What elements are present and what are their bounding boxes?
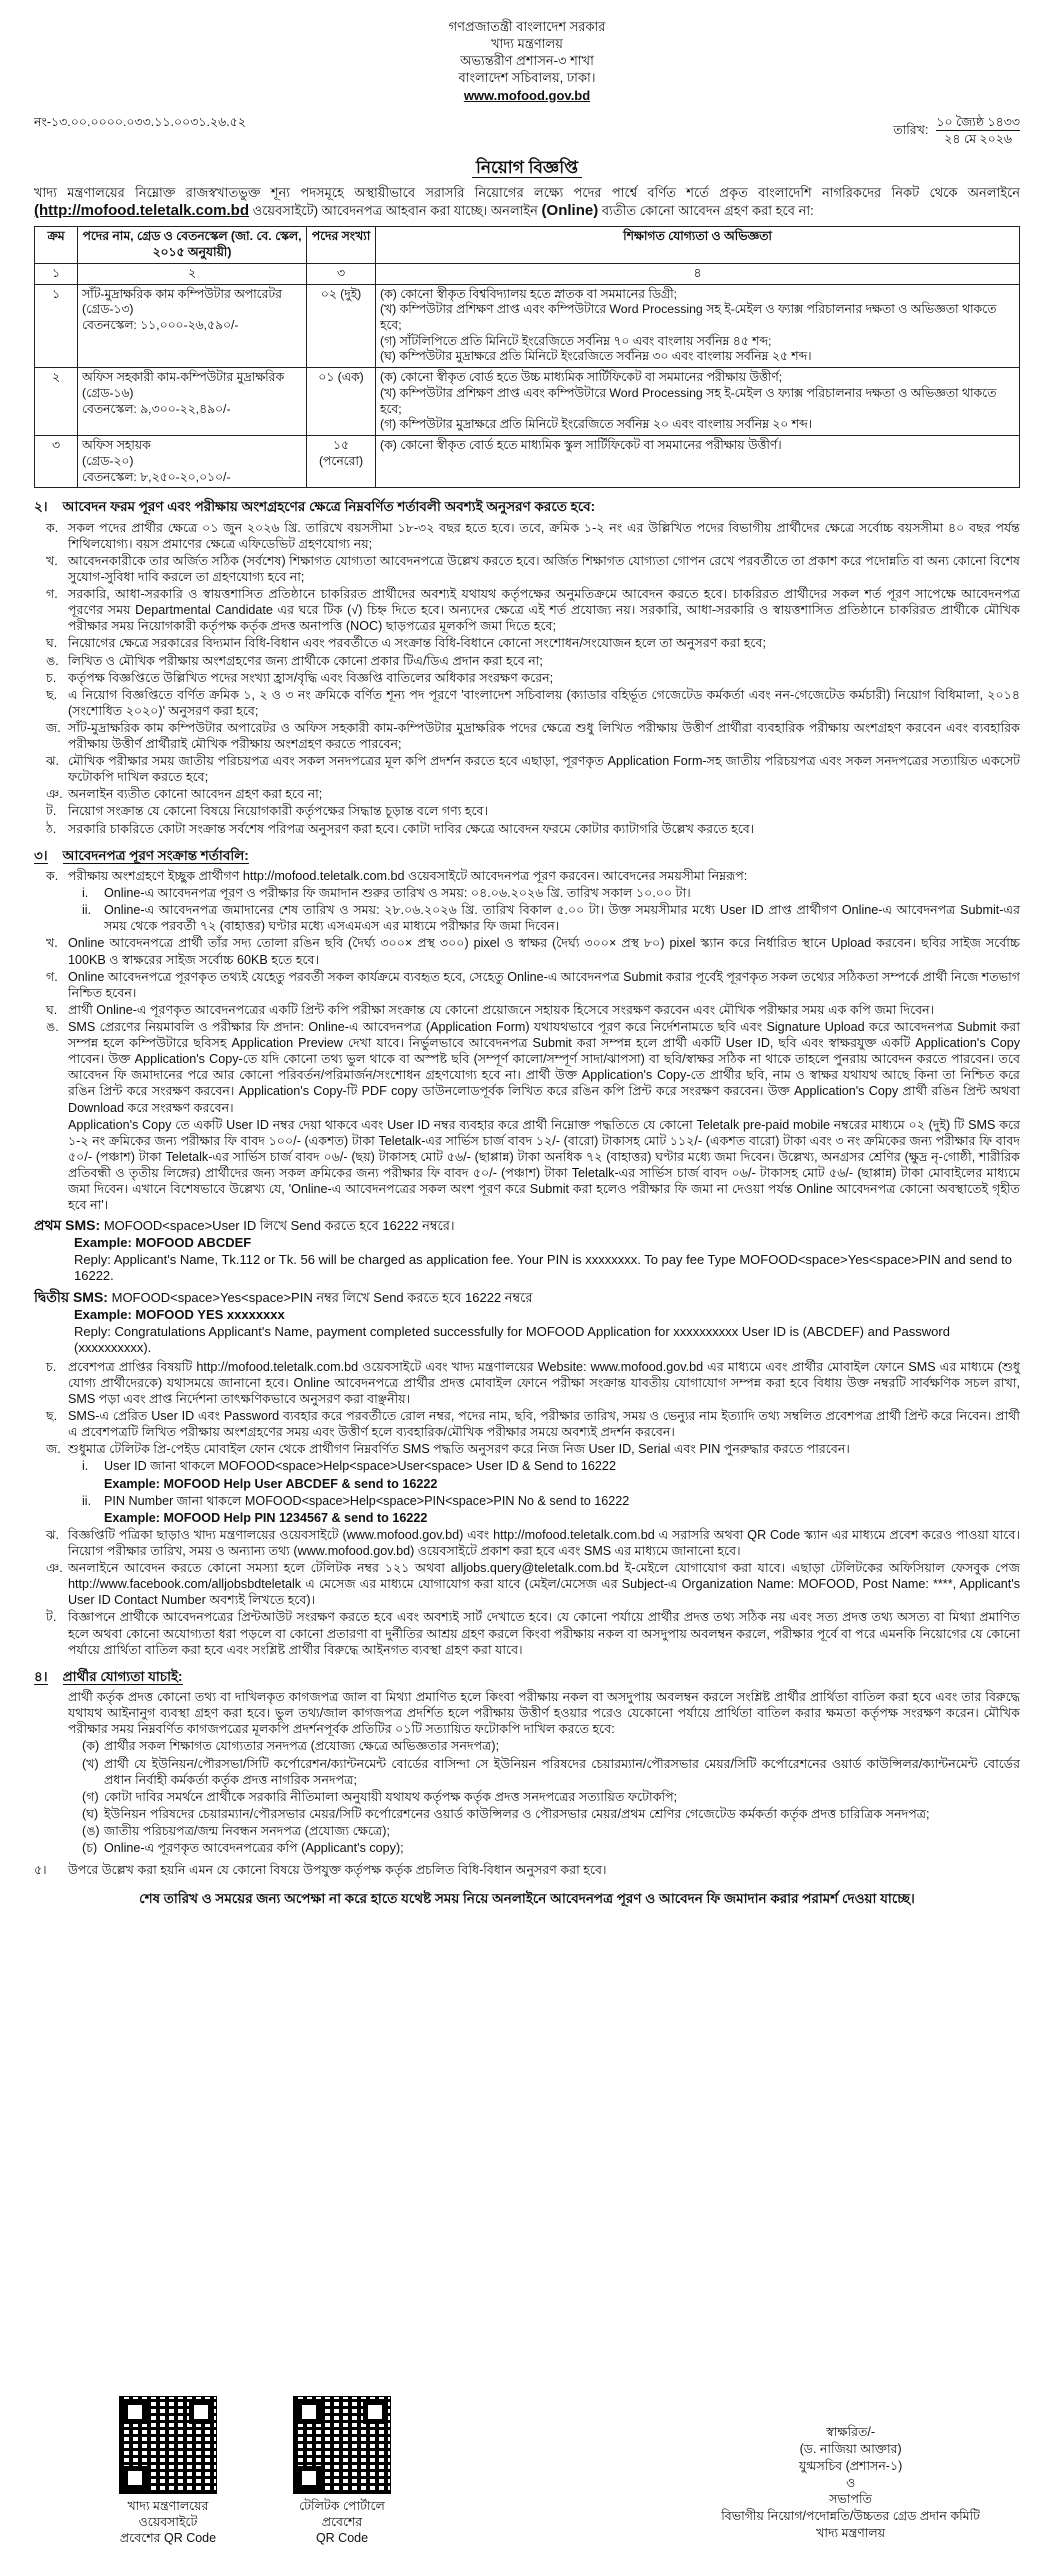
- item-text: সাঁট-মুদ্রাক্ষরিক কাম কম্পিউটার অপারেটর ও অফিস সহকারী কাম-কম্পিউটার মুদ্রাক্ষরিক পদের ক্ষেত্রে শুধু লিখিত পরীক্ষায় উত্তীর্ণ প্রার্থীরা ব্যবহারিক পরীক্ষায় অংশগ্রহণ করবেন এবং ব্যবহারিক পরীক্ষায় উত্তীর্ণ প্রার্থীরাই মৌখিক পরীক্ষায় অংশগ্রহণ করতে পারবেন;: [68, 720, 1020, 752]
- item-text: শুধুমাত্র টেলিটক প্রি-পেইড মোবাইল ফোন থেকে প্রার্থীগণ নিম্নবর্ণিত SMS পদ্ধতি অনুসরণ করে নিজ নিজ User ID, Serial এবং PIN পুনরুদ্ধার করতে পারবেন।: [68, 1442, 850, 1457]
- item-marker: (গ): [82, 1789, 99, 1804]
- item-marker: ঞ.: [46, 1561, 63, 1576]
- second-sms-command: MOFOOD<space>Yes<space>PIN নম্বর লিখে Send করতে হবে 16222 নম্বরে: [111, 1290, 533, 1306]
- list-item: [34, 821, 1020, 837]
- second-sms-label: দ্বিতীয় SMS:: [34, 1289, 108, 1306]
- item-text: সরকারি চাকরিতে কোটা সংক্রান্ত সর্বশেষ পরিপত্র অনুসরণ করা হবে। কোটা দাবির ক্ষেত্রে আবেদন ফরমে কোটার ক্যাটাগরি উল্লেখ করতে হবে।: [68, 821, 755, 836]
- list-item: [34, 1117, 1020, 1214]
- item-text: সরকারি, আধা-সরকারি ও স্বায়ত্তশাসিত প্রতিষ্ঠানে চাকরিরত প্রার্থীদের অবশ্যই যথাযথ কর্তৃপক্ষের অনুমতিক্রমে আবেদন করতে হবে। চাকরিরত প্রার্থীদের সকল শর্ত পূরণ সাপেক্ষে আবেদনপত্র পূরণের সময় Departmental Candidate এর ঘরে টিক (√) চিহ্ন দিতে হবে। অন্যদের ক্ষেত্রে এই শর্ত প্রযোজ্য নয়। সরকারি, আধা-সরকারি ও স্বায়ত্তশাসিত প্রতিষ্ঠানে চাকরিরত প্রার্থীকে মৌখিক পরীক্ষার সময় নিয়োগকারী কর্তৃপক্ষ কর্তৃক প্রদত্ত অনাপত্তি (NOC) ছাড়পত্রের মূলকপি জমা দিতে হবে;: [68, 587, 1020, 634]
- item-marker: ক.: [46, 520, 59, 535]
- post-post: সাঁট-মুদ্রাক্ষরিক কাম কম্পিউটার অপারেটর: [82, 286, 282, 301]
- table-row: [35, 284, 1020, 368]
- item-text: এ নিয়োগ বিজ্ঞপ্তিতে বর্ণিত ক্রমিক ১, ২ ও ৩ নং ক্রমিকে বর্ণিত শূন্য পদ পূরণে 'বাংলাদেশ সচিবালয় (ক্যাডার বহির্ভূত গেজেটেড কর্মকর্তা এবং নন-গেজেটেড কর্মচারী) নিয়োগ বিধিমালা, ২০১৪ (সংশোধিত ২০২০)' অনুসরণ করা হবে;: [68, 687, 1020, 718]
- item-marker: জ.: [46, 1442, 61, 1457]
- item-text: Online-এ আবেদনপত্র জমাদানের শেষ তারিখ ও সময়: ২৮.০৬.২০২৬ খ্রি. তারিখ বিকাল ৫.০০ টা। উক্ত সময়সীমার মধ্যে User ID প্রাপ্ত প্রার্থীগণ Online-এ আবেদনপত্র Submit-এর সময় থেকে পরবর্তী ৭২ (বাহাত্তর) ঘণ্টার মধ্যে এসএমএস এর মাধ্যমে পরীক্ষার ফি জমা দিবেন।: [104, 903, 1020, 934]
- ministry-footer: খাদ্য মন্ত্রণালয়: [816, 2526, 886, 2541]
- first-sms-reply: Reply: Applicant's Name, Tk.112 or Tk. 56 will be charged as application fee. Your PIN is xxxxxxxx. To pay fee Type MOFOOD<space>Yes<space>PIN and send to 16222.: [74, 1251, 1013, 1284]
- list-item: [34, 1002, 1020, 1018]
- first-sms-label: প্রথম SMS:: [34, 1217, 101, 1234]
- table-header-row: [35, 227, 1020, 263]
- date-english: ২৪ মে ২০২৬: [944, 131, 1013, 146]
- item-text: সকল পদের প্রার্থীর ক্ষেত্রে ০১ জুন ২০২৬ খ্রি. তারিখে বয়সসীমা ১৮-৩২ বছর হতে হবে। তবে, ক্রমিক ১-২ নং এর উল্লিখিত পদের বিভাগীয় প্রার্থীদের ক্ষেত্রে সর্বোচ্চ বয়সসীমা ৪০ বছর পর্যন্ত শিথিলযোগ্য। বয়স প্রমাণের ক্ষেত্রে এফিডেভিট গ্রহণযোগ্য নয়;: [68, 520, 1020, 551]
- item-text: অনলাইন ব্যতীত কোনো আবেদন গ্রহণ করা হবে না;: [68, 787, 323, 802]
- date-bangla: ১০ জ্যৈষ্ঠ ১৪৩৩: [936, 114, 1020, 129]
- post-grade: (গ্রেড-১৩): [82, 302, 134, 317]
- section-3-final-conditions: [34, 1527, 1020, 1658]
- govt-name: গণপ্রজাতন্ত্রী বাংলাদেশ সরকার: [448, 19, 606, 34]
- cell-qualification: [376, 368, 1020, 436]
- item-marker: খ.: [46, 553, 58, 568]
- memo-number: নং-১৩.০০.০০০০.০৩৩.১১.০০৩১.২৬.৫২: [34, 114, 246, 129]
- col-qualification: শিক্ষাগত যোগ্যতা ও অভিজ্ঞতা: [376, 227, 1020, 263]
- list-item: [34, 885, 1020, 901]
- list-item: [34, 1609, 1020, 1657]
- signatory-designation: যুগ্মসচিব (প্রশাসন-১): [798, 2458, 903, 2473]
- help-example: Example: MOFOOD Help User ABCDEF & send to 16222: [104, 1476, 438, 1491]
- item-text: Online-এ পূরণকৃত আবেদনপত্রের কপি (Applicant's copy);: [104, 1841, 404, 1856]
- second-sms-reply: Reply: Congratulations Applicant's Name, payment completed successfully for MOFOOD Application for xxxxxxxxxx User ID is (ABCDEF) and Password (xxxxxxxxxx).: [74, 1323, 950, 1356]
- item-marker: ii.: [82, 903, 92, 918]
- item-text: Online-এ আবেদনপত্র পূরণ ও পরীক্ষার ফি জমাদান শুরুর তারিখ ও সময়: ০৪.০৬.২০২৬ খ্রি. তারিখ সকাল ১০.০০ টা।: [104, 886, 691, 901]
- first-sms-block: [34, 1217, 1020, 1285]
- item-marker: ঞ.: [46, 787, 63, 802]
- committee-name: বিভাগীয় নিয়োগ/পদোন্নতি/উচ্চতর গ্রেড প্রদান কমিটি: [721, 2509, 980, 2524]
- list-item: [34, 1359, 1020, 1407]
- item-text: বিজ্ঞপ্তিটি পত্রিকা ছাড়াও খাদ্য মন্ত্রণালয়ের ওয়েবসাইটে (www.mofood.gov.bd) এবং http://mofood.teletalk.com.bd এ সরাসরি অথবা QR Code স্ক্যান এর মাধ্যমে প্রবেশ করেও পাওয়া যাবে। নিয়োগ পরীক্ষার তারিখ, সময় ও অন্যান্য তথ্য (www.mofood.gov.bd) ওয়েবসাইটে প্রকাশ করা হবে এবং SMS এর মাধ্যমে জানানো হবে।: [68, 1527, 1020, 1559]
- qr-teletalk: টেলিটক পোর্টালে প্রবেশের QR Code: [278, 2396, 406, 2546]
- item-text: PIN Number জানা থাকলে MOFOOD<space>Help<space>PIN<space>PIN No & send to 16222: [104, 1493, 630, 1508]
- list-item: [34, 902, 1020, 934]
- second-sms-example: Example: MOFOOD YES xxxxxxxx: [74, 1306, 285, 1322]
- ministry-name: খাদ্য মন্ত্রণালয়: [491, 36, 563, 52]
- item-text: কর্তৃপক্ষ বিজ্ঞপ্তিতে উল্লিখিত পদের সংখ্যা হ্রাস/বৃদ্ধি এবং বিজ্ঞপ্তি বাতিলের অধিকার সংরক্ষণ করেন;: [68, 670, 554, 685]
- item-marker: ঝ.: [46, 1527, 60, 1542]
- item-marker: i.: [82, 886, 89, 901]
- ministry-website-link[interactable]: www.mofood.gov.bd: [463, 87, 591, 103]
- posts-table-body: [35, 284, 1020, 488]
- list-item: [34, 1408, 1020, 1440]
- list-item: [34, 1458, 1020, 1474]
- qualification-line: (ক) কোনো স্বীকৃত বোর্ড হতে উচ্চ মাধ্যমিক সার্টিফিকেট বা সমমানের পরীক্ষায় উত্তীর্ণ;: [380, 370, 783, 385]
- item-marker: জ.: [46, 720, 61, 735]
- date-label: তারিখ:: [893, 123, 929, 138]
- item-text: Online আবেদনপত্রে পূরণকৃত তথ্যই যেহেতু পরবর্তী সকল কার্যক্রমে ব্যবহৃত হবে, সেহেতু Online-এ আবেদনপত্র Submit করার পূর্বেই পূরণকৃত সকল তথ্যের সঠিকতা সম্পর্কে প্রার্থী নিজে শতভাগ নিশ্চিত হবেন।: [68, 969, 1020, 1000]
- cell-post: [78, 436, 307, 488]
- list-item: [34, 1493, 1020, 1509]
- list-item: [34, 635, 1020, 651]
- list-item: [34, 803, 1020, 819]
- item-marker: (ঘ): [82, 1806, 99, 1821]
- cell-count: ০২ (দুই): [307, 284, 376, 368]
- item-text: জাতীয় পরিচয়পত্র/জন্ম নিবন্ধন সনদপত্র (প্রযোজ্য ক্ষেত্রে);: [104, 1823, 390, 1838]
- help-example-row: [34, 1476, 1020, 1492]
- cell-serial: ১: [35, 284, 78, 368]
- item-text: অনলাইনে আবেদন করতে কোনো সমস্যা হলে টেলিটক নম্বর ১২১ অথবা alljobs.query@teletalk.com.bd ই-মেইলে যোগাযোগ করা যাবে। এছাড়া টেলিটকের অফিসিয়াল ফেসবুক পেজ http://www.facebook.com/alljobsbdteletalk এ মেসেজ এর মাধ্যমে যোগাযোগ করা যাবে (মেইল/মেসেজ এর Subject-এ Organization Name: MOFOOD, Post Name: ****, Applicant's User ID Contact Number অবশ্যই লিখতে হবে)।: [68, 1561, 1020, 1608]
- list-item: [34, 1756, 1020, 1788]
- page-title: নিয়োগ বিজ্ঞপ্তি: [34, 157, 1020, 179]
- qr-ministry: খাদ্য মন্ত্রণালয়ের ওয়েবসাইটে প্রবেশের QR Code: [104, 2396, 232, 2546]
- list-item: [34, 1789, 1020, 1805]
- list-item: [34, 1823, 1020, 1839]
- item-marker: [34, 1117, 68, 1214]
- item-marker: (খ): [82, 1756, 99, 1771]
- section-4-title: ৪। প্রার্থীর যোগ্যতা যাচাই:: [34, 1668, 183, 1684]
- list-item: [34, 1527, 1020, 1559]
- cell-qualification: [376, 436, 1020, 488]
- section-2-conditions: [34, 520, 1020, 837]
- list-item: [34, 687, 1020, 719]
- branch-name: অভ্যন্তরীণ প্রশাসন-৩ শাখা: [460, 53, 594, 69]
- item-marker: ঠ.: [46, 821, 57, 836]
- item-text: Online আবেদনপত্রে প্রার্থী তাঁর সদ্য তোলা রঙিন ছবি (দৈর্ঘ্য ৩০০× প্রস্থ ৩০০) pixel ও স্বাক্ষর (দৈর্ঘ্য ৩০০× প্রস্থ ৮০) pixel স্ক্যান করে নির্ধারিত স্থানে Upload করবেন। ছবির সাইজ সর্বোচ্চ 100KB ও স্বাক্ষরের সাইজ সর্বোচ্চ 60KB হতে হবে।: [68, 936, 1020, 967]
- footer: [34, 2396, 1020, 2546]
- letterhead: [34, 18, 1020, 104]
- post-scale: বেতনস্কেল: ৮,২৫০-২০,০১০/-: [82, 469, 231, 484]
- section-5: ৫। উপরে উল্লেখ করা হয়নি এমন যে কোনো বিষয়ে উপযুক্ত কর্তৃপক্ষ কর্তৃক প্রচলিত বিধি-বিধান অনুসরণ করা হবে।: [34, 1863, 607, 1878]
- signed-label: স্বাক্ষরিত/-: [826, 2424, 876, 2439]
- qualification-line: (ক) কোনো স্বীকৃত বিশ্ববিদ্যালয় হতে স্নাতক বা সমমানের ডিগ্রী;: [380, 286, 678, 301]
- post-scale: বেতনস্কেল: ১১,০০০-২৬,৫৯০/-: [82, 318, 239, 333]
- sms-help-commands: [34, 1458, 1020, 1525]
- item-text: নিয়োগের ক্ষেত্রে সরকারের বিদ্যমান বিধি-বিধান এবং পরবর্তীতে এ সংক্রান্ত বিধি-বিধানে কোনো সংশোধন/সংযোজন হলে তা অনুসরণ করা হবে;: [68, 636, 766, 651]
- cell-post: [78, 284, 307, 368]
- table-row: [35, 436, 1020, 488]
- list-item: [34, 786, 1020, 802]
- item-text: লিখিত ও মৌখিক পরীক্ষায় অংশগ্রহণের জন্য প্রার্থীকে কোনো প্রকার টিএ/ডিএ প্রদান করা হবে না;: [68, 653, 543, 668]
- item-marker: গ.: [46, 587, 58, 602]
- item-text: SMS প্রেরণের নিয়মাবলি ও পরীক্ষার ফি প্রদান: Online-এ আবেদনপত্র (Application Form) যথাযথভাবে পূরণ করে নির্দেশনামতে ছবি এবং Signature Upload করে আবেদনপত্র Submit করা সম্পন্ন হলে কম্পিউটারে ছবিসহ Application Preview দেখা যাবে। নির্ভুলভাবে আবেদনপত্র Submit করা সম্পন্ন হলে প্রার্থী একটি User ID, ছবি এবং স্বাক্ষরযুক্ত একটি Application's Copy পাবেন। উক্ত Application's Copy-তে যদি কোনো তথ্য ভুল থাকে বা অস্পষ্ট ছবি (সম্পূর্ণ কালো/সম্পূর্ণ সাদা/ঝাপসা) বা ছবি/স্বাক্ষর সঠিক না থাকে তাহলে পুনরায় আবেদন করতে পারবেন। তবে আবেদন ফি জমাদানের পরে আর কোনো পরিবর্তন/পরিমার্জন/সংশোধন গ্রহণযোগ্য হবে না। প্রার্থী উক্ত Application's Copy-তে প্রার্থীর ছবি, নাম ও স্বাক্ষর যথাযথ আছে কিনা তা নিশ্চিত করে রঙিন প্রিন্ট করে সংরক্ষণ করবেন। Application's Copy-টি PDF copy ডাউনলোডপূর্বক লিখিত করে রঙিন কপি প্রিন্ট করে সংরক্ষণ করবেন। উক্ত Application's Copy প্রার্থী রঙিন প্রিন্ট অথবা Download করে সংরক্ষণ করবেন।: [68, 1019, 1020, 1115]
- cell-serial: ৩: [35, 436, 78, 488]
- post-scale: বেতনস্কেল: ৯,৩০০-২২,৪৯০/-: [82, 401, 231, 416]
- section-2-title: ২। আবেদন ফরম পূরণ এবং পরীক্ষায় অংশগ্রহণের ক্ষেত্রে নিম্নবর্ণিত শর্তাবলী অবশ্যই অনুসরণ করতে হবে:: [34, 499, 596, 515]
- list-item: [34, 553, 1020, 585]
- table-number-row: ১ ২ ৩ ৪: [35, 263, 1020, 284]
- list-item: [34, 586, 1020, 634]
- qr-code-icon[interactable]: [119, 2396, 217, 2494]
- item-text: Application's Copy তে একটি User ID নম্বর দেয়া থাকবে এবং User ID নম্বর ব্যবহার করে প্রার্থী নিম্নোক্ত পদ্ধতিতে যে কোনো Teletalk pre-paid mobile নম্বরের মাধ্যমে ০২ (দুই) টি SMS করে ১-২ নং ক্রমিকের জন্য পরীক্ষার ফি বাবদ ১০০/- (একশত) টাকা Teletalk-এর সার্ভিস চার্জ বাবদ ১২/- (বারো) টাকাসহ মোট ১১২/- (একশত বারো) টাকা এবং ৩ নং ক্রমিকের জন্য পরীক্ষার ফি বাবদ ৫০/- (পঞ্চাশ) টাকা Teletalk-এর সার্ভিস চার্জ বাবদ ০৬/- (ছয়) টাকাসহ মোট ৫৬/- (ছাপ্পান্ন) টাকা অনধিক ৭২ (বাহাত্তর) ঘণ্টার মধ্যে জমা দিবেন। উল্লেখ্য, অনগ্রসর শ্রেণির (ক্ষুদ্র নৃ-গোষ্ঠী, শারীরিক প্রতিবন্ধী ও তৃতীয় লিঙ্গের) প্রার্থীদের জন্য সকল ক্রমিকের জন্য পরীক্ষার ফি বাবদ ৫০/- (পঞ্চাশ) টাকা Teletalk-এর সার্ভিস চার্জ বাবদ ০৬/- টাকাসহ মোট ৫৬/- (ছাপ্পান্ন) টাকা মোবাইলের মাধ্যমে জমা দিবেন। এখানে বিশেষভাবে উল্লেখ্য যে, 'Online-এ আবেদনপত্রের সকল অংশ পূরণ করে Submit করা হলেও পরীক্ষার ফি জমা না দেওয়া পর্যন্ত Online আবেদনপত্র কোনো অবস্থাতেই গৃহীত হবে না'।: [68, 1117, 1020, 1213]
- list-item: [34, 1840, 1020, 1856]
- item-marker: ছ.: [46, 1409, 58, 1424]
- memo-date: [936, 114, 1020, 147]
- qr-code-icon[interactable]: [293, 2396, 391, 2494]
- item-marker: ii.: [82, 1493, 92, 1508]
- list-item: [34, 753, 1020, 785]
- item-marker: চ.: [46, 1359, 57, 1374]
- cell-qualification: [376, 284, 1020, 368]
- list-item: [34, 1560, 1020, 1608]
- application-site-link[interactable]: (http://mofood.teletalk.com.bd: [34, 202, 249, 220]
- item-text: আবেদনকারীকে তার অর্জিত সঠিক (সর্বশেষ) শিক্ষাগত যোগ্যতা আবেদনপত্রে উল্লেখ করতে হবে। অর্জিত শিক্ষাগত যোগ্যতা গোপন রেখে পরবর্তীতে তা প্রকাশ করে পদোন্নতি বা অন্য কোনো বিশেষ সুযোগ-সুবিধা দাবি করলে তা গ্রহণযোগ্য হবে না;: [68, 553, 1020, 584]
- item-marker: গ.: [46, 969, 58, 984]
- item-text: নিয়োগ সংক্রান্ত যে কোনো বিষয়ে নিয়োগকারী কর্তৃপক্ষের সিদ্ধান্ত চূড়ান্ত বলে গণ্য হবে।: [68, 804, 489, 819]
- posts-table: [34, 226, 1020, 488]
- cell-serial: ২: [35, 368, 78, 436]
- item-text: প্রবেশপত্র প্রাপ্তির বিষয়টি http://mofood.teletalk.com.bd ওয়েবসাইটে এবং খাদ্য মন্ত্রণালয়ের Website: www.mofood.gov.bd এর মাধ্যমে এবং প্রার্থীর মোবাইল ফোনে SMS এর মাধ্যমে (শুধু যোগ্য প্রার্থীদেরকে) যথাসময়ে জানানো হবে। Online আবেদনপত্রে প্রার্থীর প্রদত্ত মোবাইল ফোনে পরীক্ষা সংক্রান্ত যাবতীয় যোগাযোগ সম্পন্ন করা হবে বিধায় উক্ত নম্বরটি সার্বক্ষণিক সচল রাখা, SMS পড়া এবং প্রাপ্ত নির্দেশনা তাৎক্ষণিকভাবে অনুসরণ করা বাঞ্ছনীয়।: [68, 1359, 1020, 1407]
- item-marker: চ.: [46, 670, 57, 685]
- list-item: [34, 1806, 1020, 1822]
- qualification-line: (গ) সাঁটলিপিতে প্রতি মিনিটে ইংরেজিতে সর্বনিম্ন ৭০ এবং বাংলায় সর্বনিম্ন ৪৫ শব্দ;: [380, 333, 772, 348]
- help-example-row: [34, 1510, 1020, 1526]
- item-text: ইউনিয়ন পরিষদের চেয়ারম্যান/পৌরসভার মেয়র/সিটি কর্পোরেশনের ওয়ার্ড কাউন্সিলর ও পৌরসভার মেয়র/প্রথম শ্রেণির গেজেটেড কর্মকর্তা কর্তৃক প্রদত্ত চারিত্রিক সনদপত্র;: [104, 1806, 930, 1821]
- list-item: [34, 520, 1020, 552]
- cell-count: ১৫ (পনেরো): [307, 436, 376, 488]
- list-item: [34, 653, 1020, 669]
- deadline-warning: শেষ তারিখ ও সময়ের জন্য অপেক্ষা না করে হাতে যথেষ্ট সময় নিয়ে অনলাইনে আবেদনপত্র পূরণ ও আবেদন ফি জমাদান করার পরামর্শ দেওয়া যাচ্ছে।: [139, 1891, 915, 1907]
- list-item: [34, 1441, 1020, 1457]
- item-text: পরীক্ষায় অংশগ্রহণে ইচ্ছুক প্রার্থীগণ http://mofood.teletalk.com.bd ওয়েবসাইটে আবেদনপত্র পূরণ করবেন। আবেদনের সময়সীমা নিম্নরূপ:: [68, 868, 748, 883]
- help-example: Example: MOFOOD Help PIN 1234567 & send to 16222: [104, 1510, 428, 1525]
- list-item: [34, 720, 1020, 752]
- section-3-more-conditions: [34, 1359, 1020, 1458]
- second-sms-block: [34, 1289, 1020, 1357]
- item-marker: ছ.: [46, 687, 58, 702]
- list-item: [34, 1019, 1020, 1116]
- qualification-line: (ক) কোনো স্বীকৃত বোর্ড হতে মাধ্যমিক স্কুল সার্টিফিকেট বা সমমানের পরীক্ষায় উত্তীর্ণ।: [380, 438, 782, 453]
- section-3-conditions: [34, 868, 1020, 1213]
- list-item: [34, 1738, 1020, 1754]
- qr-codes: [104, 2396, 406, 2546]
- table-row: [35, 368, 1020, 436]
- item-marker: ঘ.: [46, 1002, 58, 1017]
- cell-count: ০১ (এক): [307, 368, 376, 436]
- item-marker: i.: [82, 1459, 89, 1474]
- item-marker: ঘ.: [46, 636, 58, 651]
- section-3-title: ৩। আবেদনপত্র পূরণ সংক্রান্ত শর্তাবলি:: [34, 847, 249, 863]
- memo-row: [34, 114, 1020, 147]
- signatory-role: সভাপতি: [829, 2492, 872, 2507]
- post-post: অফিস সহায়ক: [82, 438, 151, 453]
- item-marker: ঝ.: [46, 754, 60, 769]
- item-text: প্রার্থী যে ইউনিয়ন/পৌরসভা/সিটি কর্পোরেশন/ক্যান্টনমেন্ট বোর্ডের বাসিন্দা সে ইউনিয়ন পরিষদের চেয়ারম্যান/পৌরসভার মেয়র/সিটি কর্পোরেশনের ওয়ার্ড কাউন্সিলর/ক্যান্টনমেন্ট বোর্ডের প্রধান নির্বাহী কর্মকর্তা কর্তৃক প্রদত্ত নাগরিক সনদপত্র;: [104, 1756, 1020, 1787]
- qualification-line: (গ) কম্পিউটার মুদ্রাক্ষরে প্রতি মিনিটে ইংরেজিতে সর্বনিম্ন ২০ এবং বাংলায় সর্বনিম্ন ২০ শব্দ।: [380, 417, 813, 432]
- intro-paragraph: খাদ্য মন্ত্রণালয়ের নিম্নোক্ত রাজস্বখাতভুক্ত শূন্য পদসমূহে অস্থায়ীভাবে সরাসরি নিয়োগের লক্ষ্যে পদের পার্শ্বে বর্ণিত শর্তে প্রকৃত বাংলাদেশি নাগরিকদের নিকট থেকে অনলাইনে (http://mofood.teletalk.com.bd ওয়েবসাইটে) আবেদনপত্র আহবান করা যাচ্ছে। অনলাইন (Online) ব্যতীত কোনো আবেদন গ্রহণ করা হবে না:: [34, 184, 1020, 220]
- qualification-line: (খ) কম্পিউটার প্রশিক্ষণ প্রাপ্ত এবং কম্পিউটারে Word Processing সহ ই-মেইল ও ফ্যাক্স পরিচালনার দক্ষতা ও অভিজ্ঞতা থাকতে হবে;: [380, 385, 997, 416]
- post-grade: (গ্রেড-২০): [82, 453, 134, 468]
- section-4-body: প্রার্থী কর্তৃক প্রদত্ত কোনো তথ্য বা দাখিলকৃত কাগজপত্র জাল বা মিথ্যা প্রমাণিত হলে কিংবা পরীক্ষায় নকল বা অসদুপায় অবলম্বন করলে সংশ্লিষ্ট প্রার্থীর প্রার্থিতা বাতিল করা হবে এবং তার বিরুদ্ধে যথাযথ আইনানুগ ব্যবস্থা গ্রহণ করা হবে। ভুল তথ্য/জাল কাগজপত্র প্রদর্শিত হলে পরীক্ষায় উত্তীর্ণ হওয়ার পরেও যেকোনো পর্যায়ে প্রার্থিতা বাতিল করার ক্ষমতা কর্তৃপক্ষ সংরক্ষণ করেন। মৌখিক পরীক্ষার সময় নিম্নবর্ণিত কাগজপত্রের মূলকপি প্রদর্শনপূর্বক প্রতিটির ০১টি সত্যায়িত ফটোকপি দাখিল করতে হবে:: [68, 1690, 1020, 1737]
- item-marker: ট.: [46, 1610, 57, 1625]
- item-marker: ট.: [46, 804, 57, 819]
- signature-block: স্বাক্ষরিত/- (ড. নাজিয়া আক্তার) যুগ্মসচিব (প্রশাসন-১) ও সভাপতি বিভাগীয় নিয়োগ/পদোন্নতি/উচ্চতর গ্রেড প্রদান কমিটি খাদ্য মন্ত্রণালয়: [721, 2424, 980, 2541]
- list-item: [34, 868, 1020, 884]
- list-item: [34, 969, 1020, 1001]
- qualification-line: (ঘ) কম্পিউটার মুদ্রাক্ষরে প্রতি মিনিটে ইংরেজিতে সর্বনিম্ন ৩০ এবং বাংলায় সর্বনিম্ন ২৫ শব্দ।: [380, 349, 812, 364]
- post-grade: (গ্রেড-১৬): [82, 385, 134, 400]
- first-sms-example: Example: MOFOOD ABCDEF: [74, 1235, 252, 1251]
- post-post: অফিস সহকারী কাম-কম্পিউটার মুদ্রাক্ষরিক: [82, 370, 285, 385]
- first-sms-command: MOFOOD<space>User ID লিখে Send করতে হবে 16222 নম্বরে।: [103, 1218, 455, 1234]
- item-text: বিজ্ঞাপনে প্রার্থীকে আবেদনপত্রের প্রিন্টআউট সংরক্ষণ করতে হবে এবং অবশ্যই সার্ট দেখাতে হবে। যে কোনো পর্যায়ে প্রার্থীর প্রদত্ত তথ্য সঠিক নয় এবং সত্য প্রদত্ত তথ্য অসত্য বা মিথ্যা প্রমাণিত হলে অথবা কোনো অযোগ্যতা ধরা পড়লে বা কোনো প্রতারণা বা দুর্নীতির আশ্রয় গ্রহণ করলে কিংবা পরীক্ষায় নকল বা অসদুপায় অবলম্বন করলে, পরীক্ষার পূর্বে বা পরে এমনকি নিয়োগের যে কোনো পর্যায়ে প্রার্থিতা বাতিল করা হবে এবং সংশ্লিষ্ট প্রার্থীর বিরুদ্ধে আইনগত ব্যবস্থা গ্রহণ করা যাবে।: [68, 1610, 1020, 1657]
- list-item: [34, 670, 1020, 686]
- col-serial: ক্রম: [35, 227, 78, 263]
- item-text: User ID জানা থাকলে MOFOOD<space>Help<space>User<space> User ID & Send to 16222: [104, 1459, 616, 1474]
- cell-post: [78, 368, 307, 436]
- required-documents: [34, 1738, 1020, 1856]
- item-text: প্রার্থী Online-এ পূরণকৃত আবেদনপত্রের একটি প্রিন্ট কপি পরীক্ষা সংক্রান্ত যে কোনো প্রয়োজনে সহায়ক হিসেবে সংরক্ষণ করবেন এবং মৌখিক পরীক্ষার সময় এক কপি জমা দিবেন।: [68, 1002, 935, 1017]
- item-text: কোটা দাবির সমর্থনে প্রার্থীকে সরকারি নীতিমালা অনুযায়ী যথাযথ কর্তৃপক্ষ কর্তৃক প্রদত্ত সনদপত্রের সত্যায়িত ফটোকপি;: [104, 1789, 678, 1804]
- item-marker: (ক): [82, 1739, 100, 1754]
- item-marker: (ঙ): [82, 1823, 100, 1838]
- item-text: প্রার্থীর সকল শিক্ষাগত যোগ্যতার সনদপত্র (প্রযোজ্য ক্ষেত্রে অভিজ্ঞতার সনদপত্র);: [104, 1739, 500, 1754]
- signatory-name: (ড. নাজিয়া আক্তার): [799, 2441, 902, 2456]
- col-count: পদের সংখ্যা: [307, 227, 376, 263]
- qualification-line: (খ) কম্পিউটার প্রশিক্ষণ প্রাপ্ত এবং কম্পিউটারে Word Processing সহ ই-মেইল ও ফ্যাক্স পরিচালনার দক্ষতা ও অভিজ্ঞতা থাকতে হবে;: [380, 302, 997, 333]
- item-marker: খ.: [46, 936, 58, 951]
- item-text: SMS-এ প্রেরিত User ID এবং Password ব্যবহার করে পরবর্তীতে রোল নম্বর, পদের নাম, ছবি, পরীক্ষার তারিখ, সময় ও ভেন্যুর নাম ইত্যাদি তথ্য সম্বলিত প্রবেশপত্র প্রার্থী প্রিন্ট করে নিবেন। প্রার্থী এ প্রবেশপত্রটি লিখিত পরীক্ষায় অংশগ্রহণের সময় এবং উত্তীর্ণ হলে ব্যবহারিক/মৌখিক পরীক্ষার সময়ে অবশ্যই প্রদর্শন করবেন।: [68, 1409, 1020, 1440]
- item-marker: ঙ.: [46, 1019, 59, 1034]
- item-text: মৌখিক পরীক্ষার সময় জাতীয় পরিচয়পত্র এবং সকল সনদপত্রের মূল কপি প্রদর্শন করতে হবে এছাড়া, পূরণকৃত Application Form-সহ জাতীয় পরিচয়পত্র এবং সকল সনদপত্রের সত্যায়িত একসেট ফটোকপি দাখিল করতে হবে;: [68, 754, 1020, 785]
- col-post: পদের নাম, গ্রেড ও বেতনস্কেল (জা. বে. স্কেল, ২০১৫ অনুযায়ী): [78, 227, 307, 263]
- secretariat: বাংলাদেশ সচিবালয়, ঢাকা।: [458, 70, 596, 86]
- list-item: [34, 935, 1020, 967]
- item-marker: (চ): [82, 1841, 98, 1856]
- item-marker: ক.: [46, 868, 59, 883]
- item-marker: ঙ.: [46, 653, 59, 668]
